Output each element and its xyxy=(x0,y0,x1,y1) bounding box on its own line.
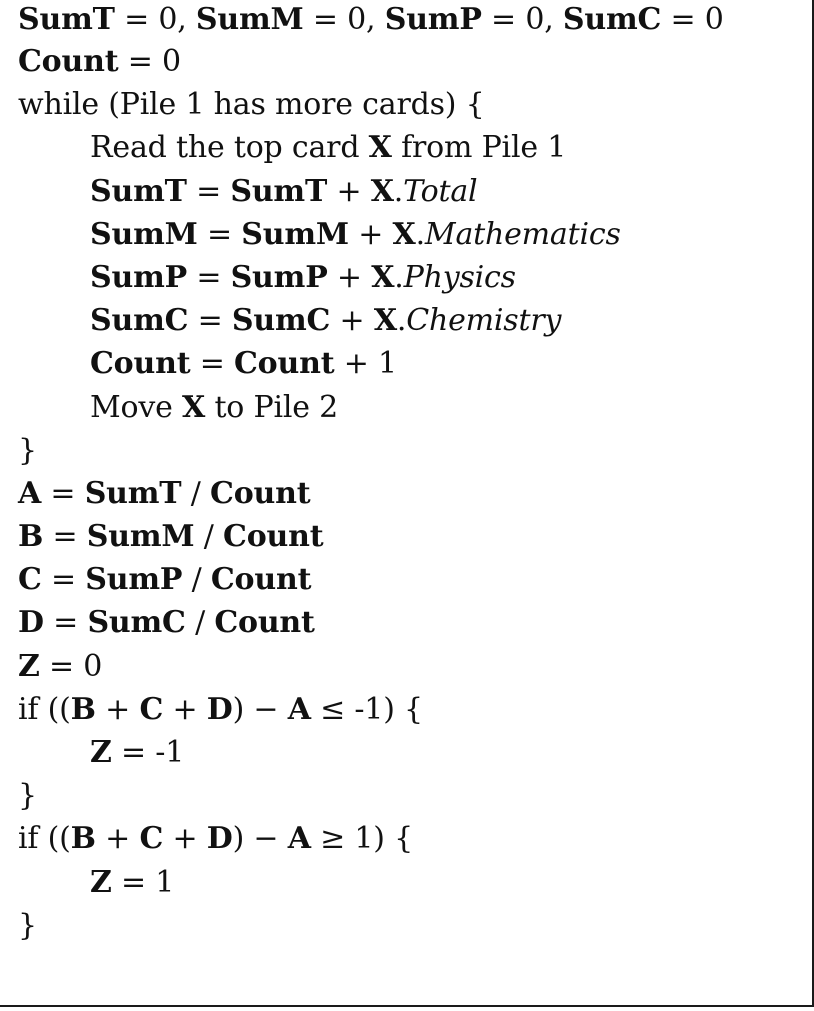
code-text: Move xyxy=(90,389,183,425)
code-text: } xyxy=(18,432,37,468)
code-identifier: X xyxy=(368,130,392,166)
code-line xyxy=(18,517,808,560)
code-identifier: X xyxy=(392,216,416,252)
code-text: + xyxy=(327,259,372,295)
code-identifier: SumP xyxy=(85,562,183,598)
code-identifier: SumC xyxy=(562,2,662,37)
code-text: = xyxy=(197,216,242,252)
code-text: / xyxy=(181,475,211,511)
code-text: + xyxy=(348,216,393,252)
code-text: = -1 xyxy=(111,735,185,770)
code-identifier: SumM xyxy=(195,2,304,37)
code-identifier: C xyxy=(18,562,42,598)
code-identifier: SumM xyxy=(90,216,198,252)
code-line xyxy=(18,128,808,171)
code-text: if (( xyxy=(18,821,71,857)
code-text: = xyxy=(186,173,231,209)
code-line xyxy=(18,690,808,733)
code-text: = xyxy=(43,519,87,555)
code-text: = xyxy=(41,562,86,598)
pseudocode-listing xyxy=(18,0,808,949)
code-identifier: SumC xyxy=(87,605,186,641)
code-line xyxy=(18,42,808,85)
code-text: . xyxy=(393,173,404,209)
code-line xyxy=(18,388,808,431)
code-identifier: X xyxy=(182,389,206,425)
code-text: while (Pile 1 has more cards) { xyxy=(18,87,485,123)
code-identifier: SumM xyxy=(86,519,195,555)
code-text: ≤ -1) { xyxy=(310,691,423,727)
code-line xyxy=(18,733,808,776)
code-line xyxy=(18,819,808,862)
code-line xyxy=(18,215,808,258)
code-text: + 1 xyxy=(334,346,397,382)
code-line xyxy=(18,258,808,301)
code-line xyxy=(18,603,808,646)
code-identifier: B xyxy=(70,691,96,727)
code-text: / xyxy=(182,562,211,598)
code-identifier: SumT xyxy=(230,173,328,209)
code-identifier: Z xyxy=(90,735,112,770)
code-text: to Pile 2 xyxy=(205,389,339,425)
code-identifier: X xyxy=(371,259,395,295)
code-text: = xyxy=(43,605,88,641)
code-line xyxy=(18,431,808,474)
code-identifier: Z xyxy=(18,648,40,684)
code-identifier: SumC xyxy=(231,303,331,339)
code-identifier: B xyxy=(70,821,96,857)
code-line xyxy=(18,85,808,128)
code-identifier: Count xyxy=(233,346,335,382)
code-identifier: Count xyxy=(214,605,315,641)
code-text: = xyxy=(186,259,231,295)
code-text: = 0, xyxy=(303,2,385,37)
code-identifier: B xyxy=(18,519,44,555)
code-text: } xyxy=(18,907,37,943)
code-identifier: Count xyxy=(18,44,119,79)
code-identifier: D xyxy=(206,691,233,727)
code-identifier: Z xyxy=(90,864,112,900)
code-line xyxy=(18,776,808,819)
code-text: = 1 xyxy=(111,864,175,900)
code-identifier: Count xyxy=(210,475,311,511)
code-identifier: SumC xyxy=(90,303,189,339)
code-text: + xyxy=(163,821,207,857)
code-line xyxy=(18,647,808,690)
code-text: = xyxy=(188,303,232,339)
code-identifier: SumT xyxy=(84,475,182,511)
code-text: from Pile 1 xyxy=(391,130,567,166)
code-line xyxy=(18,0,808,42)
code-line xyxy=(18,474,808,517)
code-identifier: Count xyxy=(90,346,191,382)
code-text: + xyxy=(330,303,374,339)
code-text: = 0 xyxy=(661,2,724,37)
code-line xyxy=(18,863,808,906)
code-identifier: SumP xyxy=(384,2,482,37)
code-text: = 0 xyxy=(39,648,103,684)
code-text: = 0, xyxy=(114,2,196,37)
code-identifier: SumT xyxy=(90,173,187,209)
code-identifier: A xyxy=(287,821,311,857)
code-text: ) − xyxy=(232,821,288,857)
code-identifier: A xyxy=(287,691,311,727)
code-field-name: Physics xyxy=(403,259,516,295)
code-text: + xyxy=(95,691,140,727)
code-text: = xyxy=(41,475,85,511)
code-text: Read the top card xyxy=(90,130,369,166)
code-text: + xyxy=(95,821,140,857)
code-identifier: C xyxy=(139,691,164,727)
code-identifier: D xyxy=(206,821,233,857)
code-identifier: X xyxy=(370,173,394,209)
code-text: . xyxy=(394,259,404,295)
code-identifier: C xyxy=(139,821,164,857)
code-identifier: SumP xyxy=(90,259,187,295)
code-field-name: Total xyxy=(403,173,478,209)
code-text: + xyxy=(163,691,207,727)
code-text: ≥ 1) { xyxy=(310,821,413,857)
code-identifier: Count xyxy=(210,562,312,598)
code-line xyxy=(18,906,808,949)
code-line xyxy=(18,172,808,215)
code-text: = xyxy=(190,346,234,382)
frame-bottom-rule xyxy=(0,1005,814,1007)
code-identifier: SumP xyxy=(230,259,328,295)
code-text: ) − xyxy=(232,691,288,727)
code-text: . xyxy=(415,216,425,252)
code-text: } xyxy=(18,778,37,814)
code-identifier: Count xyxy=(223,519,324,555)
code-text: / xyxy=(194,519,224,555)
code-field-name: Chemistry xyxy=(406,303,562,339)
code-identifier: SumT xyxy=(18,2,115,37)
code-text: . xyxy=(396,303,407,339)
code-field-name: Mathematics xyxy=(424,216,621,252)
code-line xyxy=(18,344,808,387)
code-identifier: A xyxy=(18,475,42,511)
code-text: = 0 xyxy=(118,44,181,79)
code-text: + xyxy=(327,173,371,209)
code-identifier: SumM xyxy=(241,216,349,252)
code-text: = 0, xyxy=(481,2,563,37)
code-line xyxy=(18,560,808,603)
code-text: / xyxy=(185,605,215,641)
code-text: if (( xyxy=(18,691,71,727)
code-identifier: D xyxy=(18,605,44,641)
code-identifier: X xyxy=(373,303,397,339)
code-line xyxy=(18,301,808,344)
